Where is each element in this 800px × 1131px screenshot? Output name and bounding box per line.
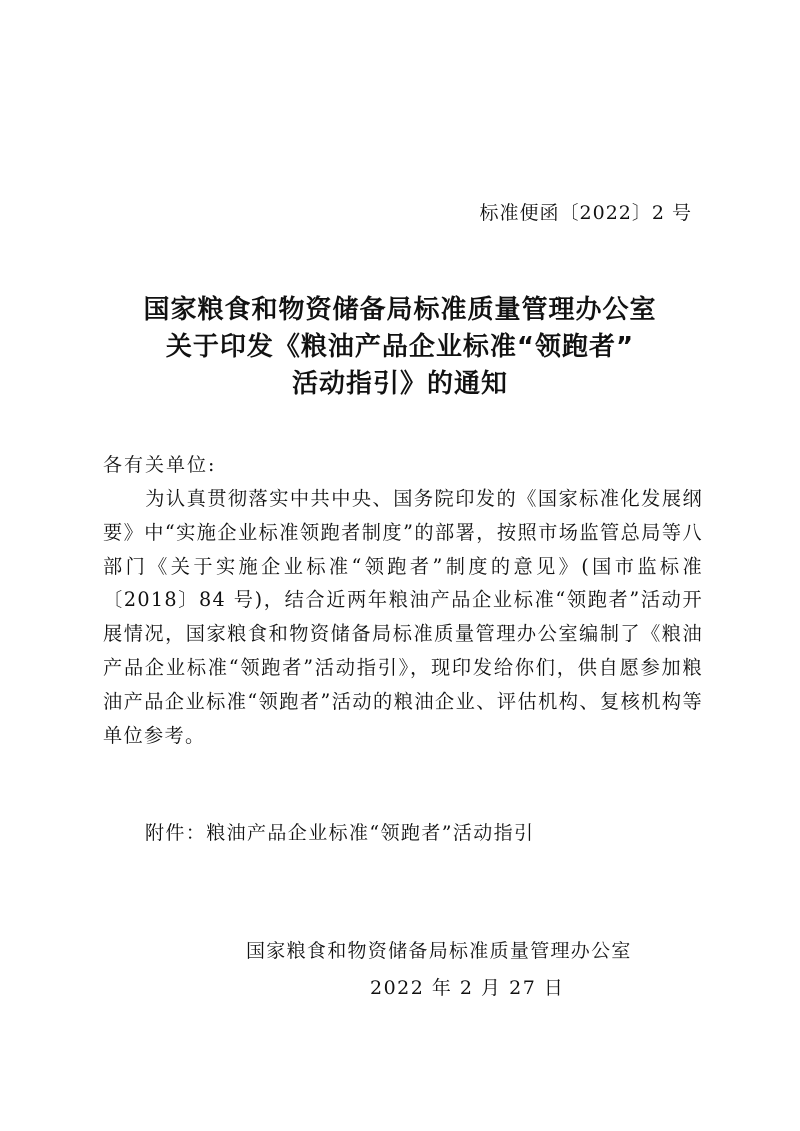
title-line-2: 关于印发《粮油产品企业标准“领跑者”	[165, 332, 635, 362]
addressee: 各有关单位:	[103, 454, 217, 476]
body-paragraph: 为认真贯彻落实中共中央、国务院印发的《国家标准化发展纲要》中“实施企业标准领跑者制度”的部署，按照市场监管总局等八部门《关于实施企业标准“领跑者”制度的意见》(国市监标准〔2018〕84 号)，结合近两年粮油产品企业标准“领跑者”活动开展情况，国家粮食和物资储备局标准质量管理办公室编制了《粮油产品企业标准“领跑者”活动指引》，现印发给你们，供自愿参加粮油产品企业标准“领跑者”活动的粮油企业、评估机构、复核机构等单位参考。	[103, 487, 703, 747]
title-line-3: 活动指引》的通知	[291, 369, 508, 399]
document-title	[0, 292, 800, 403]
issue-date: 2022 年 2 月 27 日	[370, 977, 565, 999]
document-number: 标准便函〔2022〕2 号	[479, 202, 692, 224]
attachment-note: 附件：粮油产品企业标准“领跑者”活动指引	[145, 822, 535, 844]
issuer-signature: 国家粮食和物资储备局标准质量管理办公室	[246, 940, 632, 962]
title-line-1: 国家粮食和物资储备局标准质量管理办公室	[143, 295, 657, 325]
